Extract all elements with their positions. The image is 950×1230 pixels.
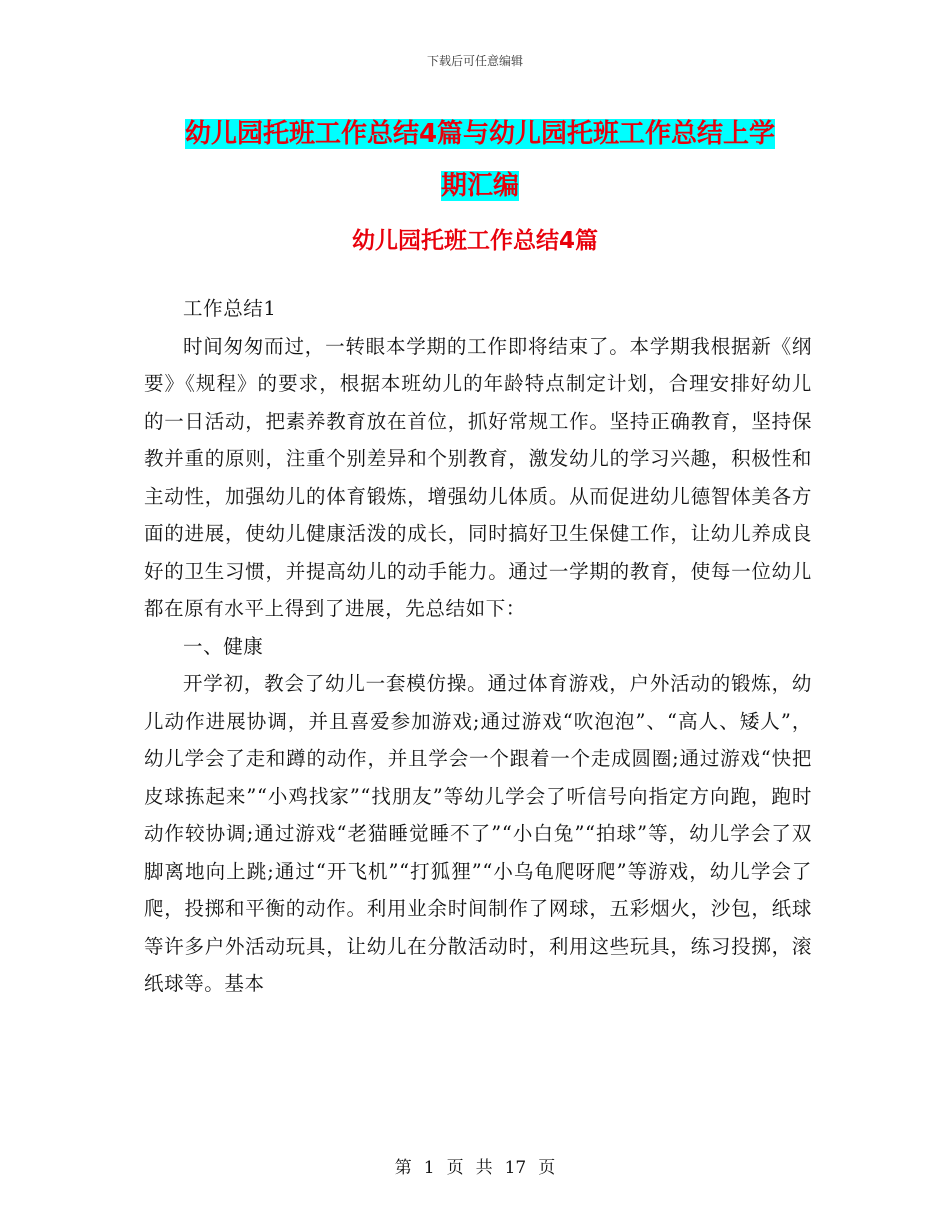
document-title-line-1: 幼儿园托班工作总结4篇与幼儿园托班工作总结上学 — [184, 119, 776, 149]
footer-total-label: 共 — [475, 1158, 493, 1178]
subsection-heading: 工作总结1 — [183, 297, 277, 320]
header-note: 下载后可任意编辑 — [426, 54, 523, 68]
section-title: 幼儿园托班工作总结4篇 — [351, 228, 598, 254]
total-page-count: 17 — [504, 1158, 527, 1178]
page-footer — [0, 1153, 950, 1178]
document-title-line-2: 期汇编 — [440, 171, 519, 201]
document-title — [140, 108, 820, 212]
paragraph: 时间匆匆而过，一转眼本学期的工作即将结束了。本学期我根据新《纲要》《规程》的要求，根据本班幼儿的年龄特点制定计划，合理安排好幼儿的一日活动，把素养教育放在首位，抓好常规工作。坚持正确教育，坚持保教并重的原则，注重个别差异和个别教育，激发幼儿的学习兴趣，积极性和主动性，加强幼儿的体育锻炼，增强幼儿体质。从而促进幼儿德智体美各方面的进展，使幼儿健康活泼的成长，同时搞好卫生保健工作，让幼儿养成良好的卫生习惯，并提高幼儿的动手能力。通过一学期的教育，使每一位幼儿都在原有水平上得到了进展，先总结如下： — [144, 334, 812, 620]
paragraph: 开学初，教会了幼儿一套模仿操。通过体育游戏，户外活动的锻炼，幼儿动作进展协调，并且喜爱参加游戏;通过游戏“吹泡泡”、“高人、矮人”， 幼儿学会了走和蹲的动作，并且学会一个跟着一个走成圆圈;通过游戏“快把皮球拣起来”“小鸡找家”“找朋友”等幼儿学会了听信号向指定方向跑，跑时动作较协调;通过游戏“老猫睡觉睡不了”“小白兔”“拍球”等，幼儿学会了双脚离地向上跳;通过“开飞机”“打狐狸”“小乌龟爬呀爬”等游戏，幼儿学会了爬，投掷和平衡的动作。利用业余时间制作了网球，五彩烟火，沙包，纸球等许多户外活动玩具，让幼儿在分散活动时，利用这些玩具，练习投掷，滚纸球等。基本 — [144, 672, 812, 995]
document-body — [144, 290, 812, 1003]
footer-prefix: 第 — [394, 1158, 412, 1178]
footer-suffix: 页 — [538, 1158, 556, 1178]
current-page-number: 1 — [423, 1158, 435, 1178]
subsection-heading: 一、健康 — [183, 634, 264, 658]
footer-page-label: 页 — [446, 1158, 464, 1178]
